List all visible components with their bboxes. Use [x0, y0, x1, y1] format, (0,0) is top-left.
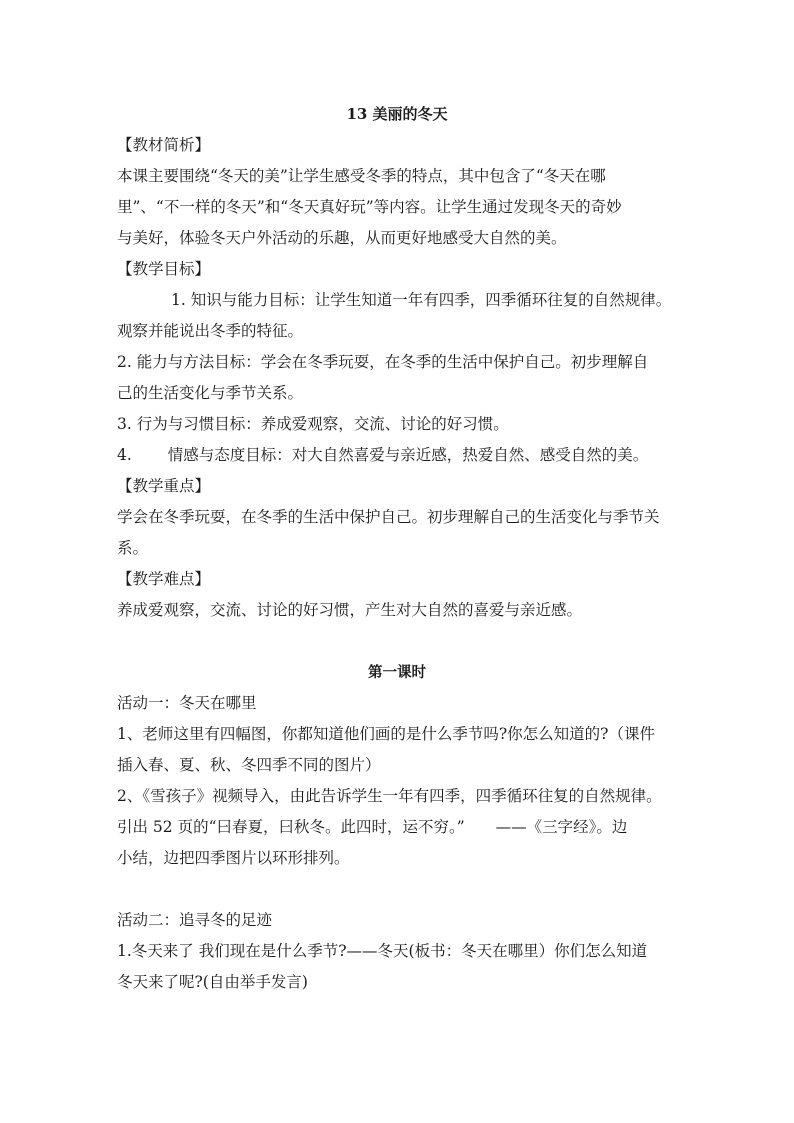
- analysis-line: 本课主要围绕“冬天的美”让学生感受冬季的特点，其中包含了“冬天在哪: [117, 167, 606, 185]
- activity-1-line: 小结，边把四季图片以环形排列。: [117, 849, 350, 867]
- key-points-continued: 系。: [117, 539, 149, 557]
- activity-2-line: 1.冬天来了 我们现在是什么季节?——冬天(板书：冬天在哪里）你们怎么知道: [117, 942, 648, 960]
- activity-1-line: 1、老师这里有四幅图，你都知道他们画的是什么季节吗?你怎么知道的?（课件: [117, 725, 655, 743]
- goal-1-line: 1. 知识与能力目标：让学生知道一年有四季，四季循环往复的自然规律。: [171, 291, 672, 309]
- activity-1-line: 引出 52 页的“曰春夏，曰秋冬。此四时，运不穷。” ——《三字经》。边: [117, 818, 628, 836]
- goal-4-number: 4.: [117, 446, 132, 464]
- page-title: 13 美丽的冬天: [346, 105, 448, 123]
- goals-heading: 【教学目标】: [117, 260, 211, 278]
- key-points-line: 学会在冬季玩耍，在冬季的生活中保护自己。初步理解自己的生活变化与季节关: [117, 508, 660, 526]
- spacer: [117, 626, 677, 657]
- spacer: [117, 874, 677, 905]
- goal-3-line: 3. 行为与习惯目标：养成爱观察，交流、讨论的好习惯。: [117, 415, 509, 433]
- activity-2-title: 活动二：追寻冬的足迹: [117, 911, 273, 929]
- analysis-line: 里”、“不一样的冬天”和“冬天真好玩”等内容。让学生通过发现冬天的奇妙: [117, 198, 622, 216]
- analysis-line: 与美好，体验冬天户外活动的乐趣，从而更好地感受大自然的美。: [117, 229, 567, 247]
- activity-1-title: 活动一：冬天在哪里: [117, 694, 257, 712]
- document-body: [117, 98, 677, 998]
- analysis-heading: 【教材简析】: [117, 136, 211, 154]
- activity-1-line: 2、《雪孩子》视频导入，由此告诉学生一年有四季，四季循环往复的自然规律。: [117, 787, 662, 805]
- difficult-points-line: 养成爱观察，交流、讨论的好习惯，产生对大自然的喜爱与亲近感。: [117, 601, 583, 619]
- goal-1-continued: 观察并能说出冬季的特征。: [117, 322, 304, 340]
- key-points-heading: 【教学重点】: [117, 477, 211, 495]
- goal-4-text: 情感与态度目标：对大自然喜爱与亲近感，热爱自然、感受自然的美。: [167, 446, 649, 464]
- difficult-points-heading: 【教学难点】: [117, 570, 211, 588]
- goal-2-continued: 己的生活变化与季节关系。: [117, 384, 304, 402]
- session-title: 第一课时: [368, 664, 426, 681]
- goal-2-line: 2. 能力与方法目标：学会在冬季玩耍，在冬季的生活中保护自己。初步理解自: [117, 353, 649, 371]
- goal-4-line: [117, 440, 677, 471]
- activity-1-line: 插入春、夏、秋、冬四季不同的图片）: [117, 756, 381, 774]
- activity-2-line: 冬天来了呢?(自由举手发言): [117, 973, 308, 991]
